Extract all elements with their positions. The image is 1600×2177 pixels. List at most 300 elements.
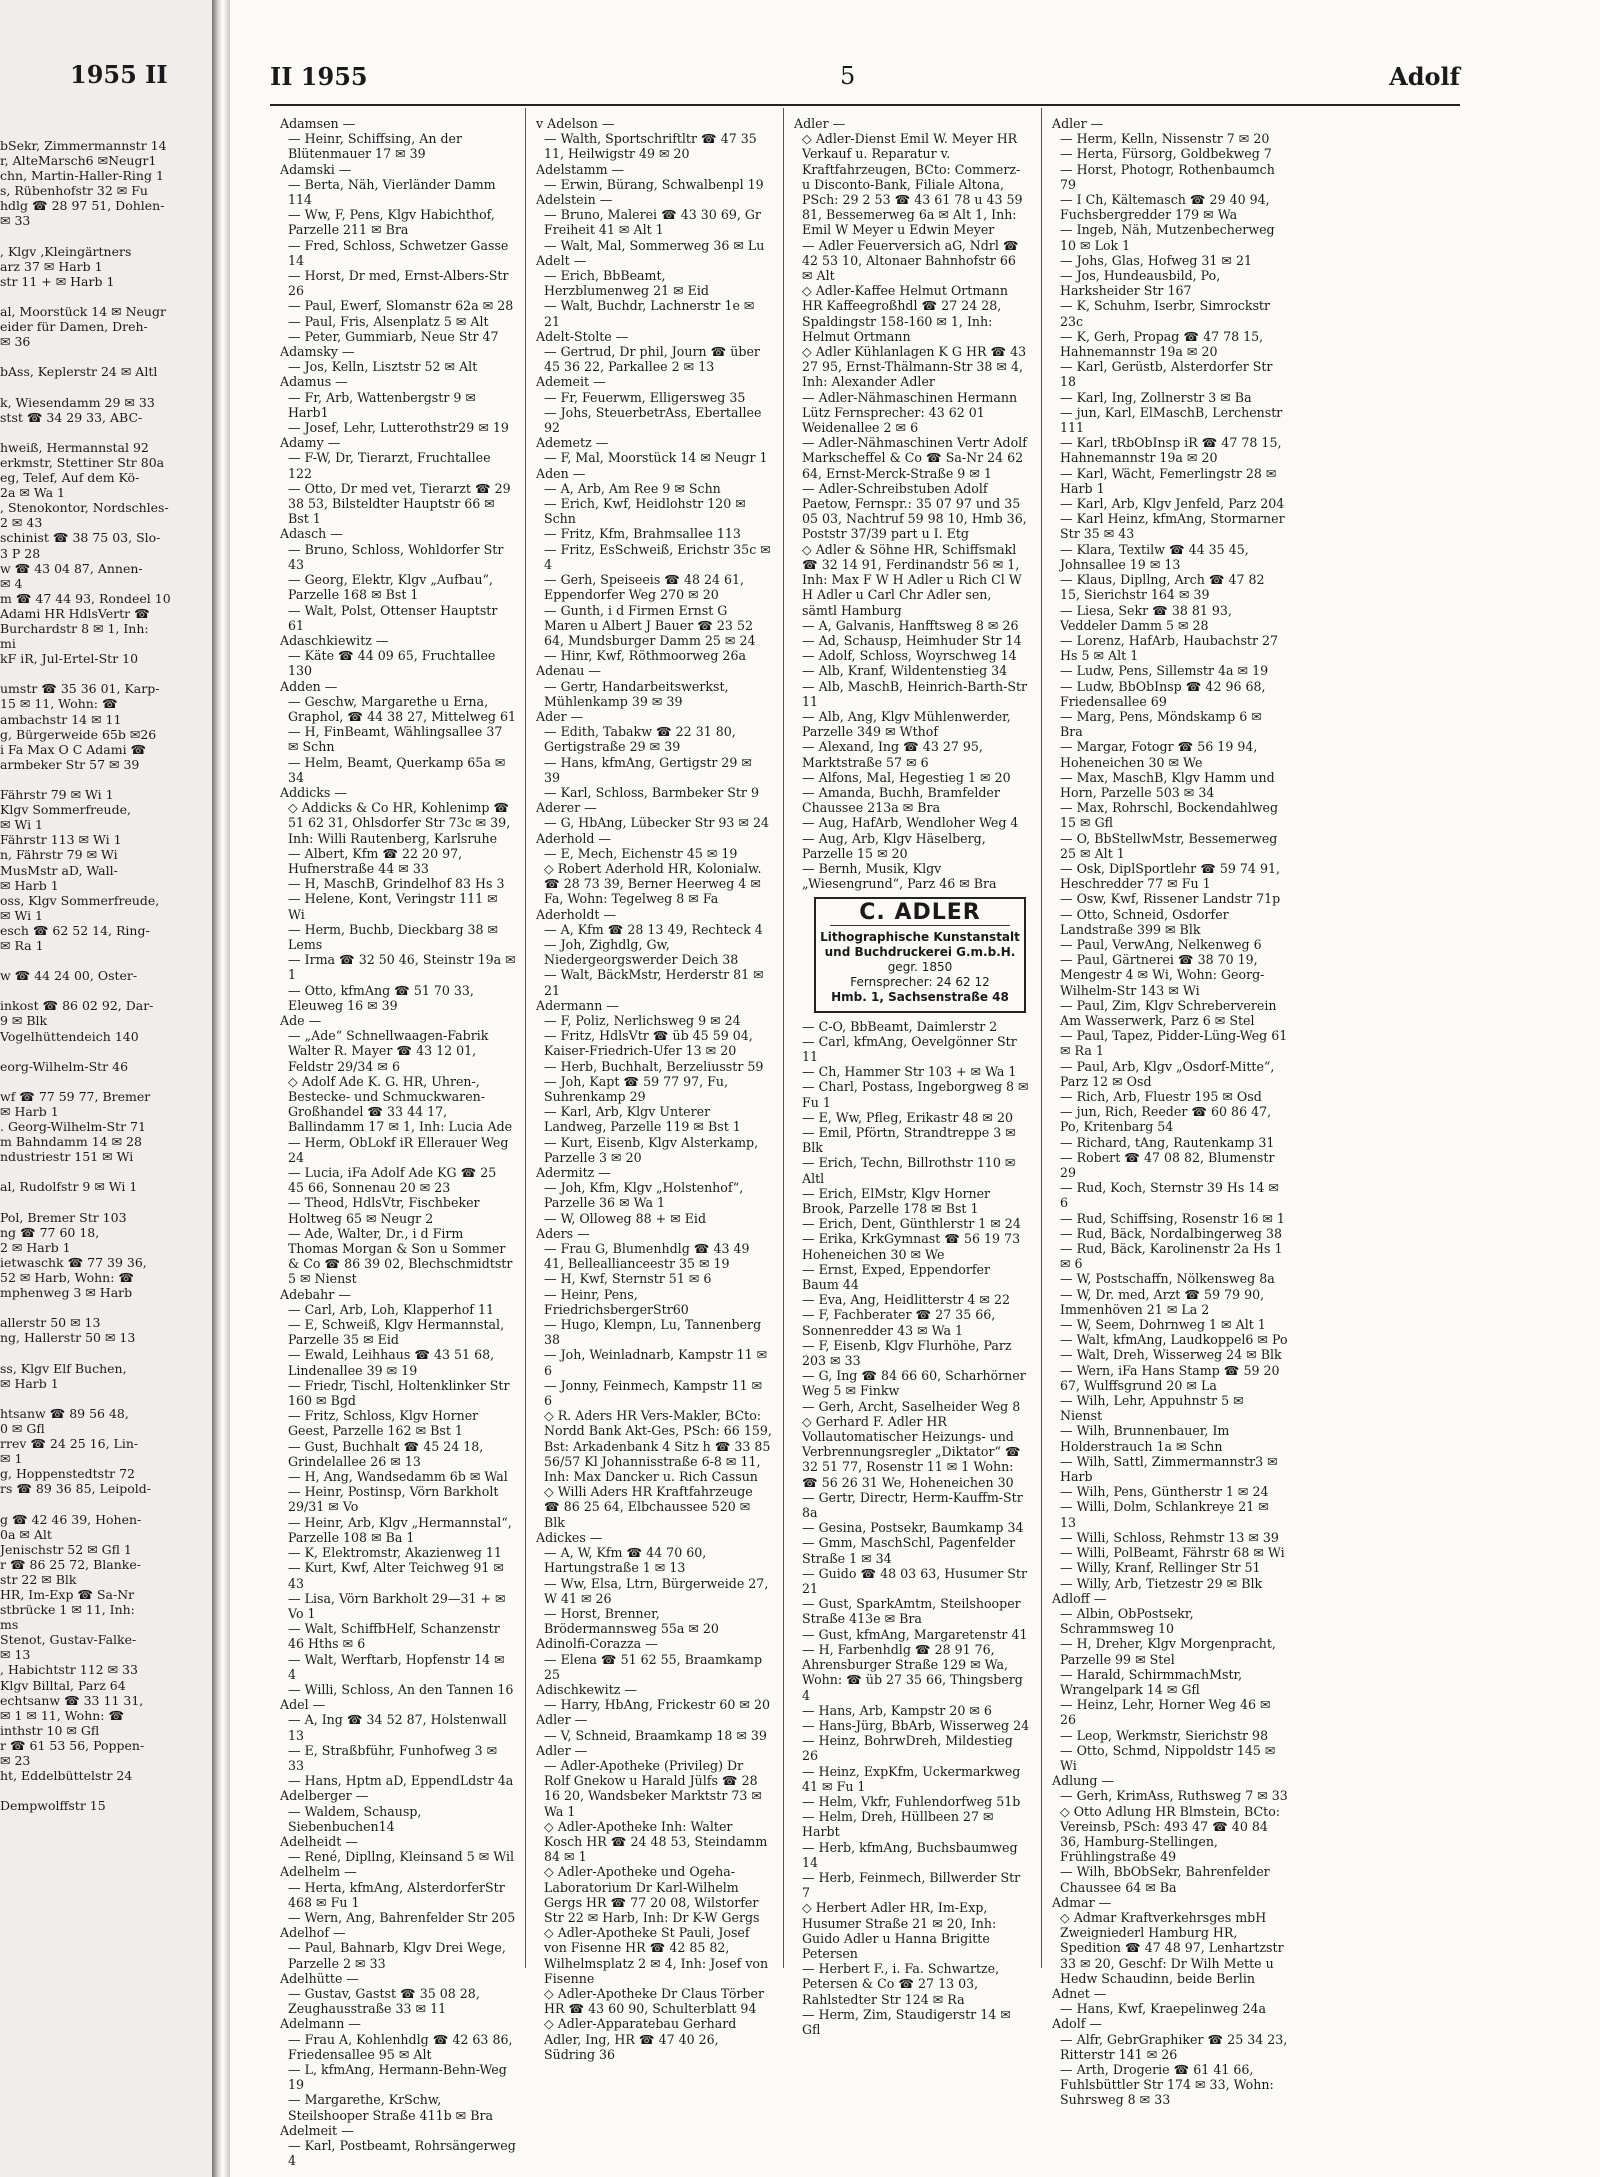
left-page-line: 9 ✉ Blk	[0, 1013, 48, 1029]
left-page-line: ✉ Harb 1	[0, 1375, 59, 1391]
left-page-line: r ☎ 86 25 72, Blanke-	[0, 1556, 141, 1572]
surname-heading: Addicks —	[280, 784, 347, 800]
left-page-line: ng, Hallerstr 50 ✉ 13	[0, 1330, 136, 1346]
directory-entry: — Eva, Ang, Heidlitterstr 4 ✉ 22	[802, 1292, 1011, 1308]
directory-entry: — Walt, SchiffbHelf, Schanzenstr 46 Hths ✉ 6	[288, 1621, 500, 1652]
surname-heading: Adamy —	[280, 435, 341, 451]
left-page-line	[0, 983, 205, 998]
left-page-line: Fährstr 113 ✉ Wi 1	[0, 832, 122, 848]
directory-entry: — Karl, Schloss, Barmbeker Str 9	[544, 784, 759, 800]
directory-entry: — Bernh, Musik, Klgv „Wiesengrund“, Parz 46 ✉ Bra	[802, 860, 997, 892]
directory-entry: — Rud, Koch, Sternstr 39 Hs 14 ✉ 6	[1060, 1180, 1279, 1211]
left-page-line: r ☎ 61 53 56, Poppen-	[0, 1737, 145, 1753]
directory-entry: — Wilh, Pens, Güntherstr 1 ✉ 24	[1060, 1484, 1269, 1500]
left-page-line	[0, 1074, 205, 1089]
left-page-line	[0, 1195, 205, 1210]
directory-entry: — Karl, Gerüstb, Alsterdorfer Str 18	[1060, 359, 1273, 390]
directory-entry: — Karl, Wächt, Femerlingstr 28 ✉ Harb 1	[1060, 465, 1277, 496]
surname-heading: Adenau —	[536, 663, 601, 679]
directory-entry: — Lucia, iFa Adolf Ade KG ☎ 25 45 66, Sonnenau 20 ✉ 23	[288, 1165, 497, 1196]
directory-entry: ◇ Adler-Apparatebau Gerhard Adler, Ing, HR ☎ 47 40 26, Südring 36	[544, 2016, 737, 2062]
directory-entry: — Herb, kfmAng, Buchsbaumweg 14	[802, 1839, 1018, 1870]
book-spine	[212, 0, 230, 2177]
left-page-line: ✉ Wi 1	[0, 907, 43, 923]
directory-entry: — Gmm, MaschSchl, Pagenfelder Straße 1 ✉ 34	[802, 1535, 1016, 1566]
directory-entry: — Karl, Ing, Zollnerstr 3 ✉ Ba	[1060, 389, 1252, 405]
left-page-line: str 22 ✉ Blk	[0, 1571, 77, 1587]
directory-entry: — Wern, Ang, Bahrenfelder Str 205	[288, 1909, 516, 1925]
directory-entry: — Lisa, Vörn Barkholt 29—31 + ✉ Vo 1	[288, 1590, 506, 1621]
directory-entry: — Paul, Ewerf, Slomanstr 62a ✉ 28	[288, 298, 514, 314]
directory-entry: — Alfons, Mal, Hegestieg 1 ✉ 20	[802, 769, 1011, 785]
directory-entry: ◇ Adler-Apotheke Inh: Walter Kosch HR ☎ 24 48 53, Steindamm 84 ✉ 1	[544, 1818, 768, 1865]
directory-entry: — Willi, PolBeamt, Fährstr 68 ✉ Wi	[1060, 1545, 1285, 1561]
surname-heading: Adolf —	[1052, 2016, 1103, 2032]
surname-heading: Adelhelm —	[280, 1864, 357, 1880]
directory-entry: — A, Arb, Am Ree 9 ✉ Schn	[544, 480, 721, 496]
directory-entry: — Margar, Fotogr ☎ 56 19 94, Hoheneichen 30 ✉ We	[1060, 739, 1258, 770]
directory-entry: — Ingeb, Näh, Mutzenbecherweg 10 ✉ Lok 1	[1060, 222, 1275, 253]
left-page-line: Fährstr 79 ✉ Wi 1	[0, 787, 114, 803]
directory-entry: ◇ Adolf Ade K. G. HR, Uhren-, Bestecke- und Schmuckwaren-Großhandel ☎ 33 44 17, Ballindamm 17 ✉ 1, Inh: Lucia Ade	[288, 1073, 513, 1135]
left-page-line: ✉ 33	[0, 213, 31, 229]
directory-entry: — Erich, ElMstr, Klgv Horner Brook, Parzelle 178 ✉ Bst 1	[802, 1185, 991, 1216]
directory-entry: — Ad, Schausp, Heimhuder Str 14	[802, 632, 1022, 648]
left-page-line: 2 ✉ 43	[0, 515, 43, 531]
directory-entry: — Berta, Näh, Vierländer Damm 114	[288, 176, 496, 208]
directory-entry: — Willi, Schloss, An den Tannen 16	[288, 1681, 514, 1697]
surname-heading: Adelt —	[536, 252, 587, 268]
directory-entry: — Horst, Photogr, Rothenbaumch 79	[1060, 161, 1275, 192]
surname-heading: Adickes —	[536, 1529, 603, 1545]
directory-entry: — A, Ing ☎ 34 52 87, Holstenwall 13	[288, 1712, 507, 1743]
directory-entry: — Aug, Arb, Klgv Häselberg, Parzelle 15 ✉ 20	[802, 830, 986, 861]
left-page-line	[0, 953, 205, 968]
directory-entry: — Horst, Dr med, Ernst-Albers-Str 26	[288, 268, 509, 299]
directory-entry: — Walt, Werftarb, Hopfenstr 14 ✉ 4	[288, 1651, 505, 1682]
left-page-line	[0, 380, 205, 395]
directory-entry: ◇ Robert Aderhold HR, Kolonialw. ☎ 28 73 39, Berner Heerweg 4 ✉ Fa, Wohn: Tegelweg 8 ✉ Fa	[544, 860, 762, 907]
left-page-line: arz 37 ✉ Harb 1	[0, 258, 103, 274]
directory-entry: — Paul, Arb, Klgv „Osdorf-Mitte“, Parz 12 ✉ Osd	[1060, 1058, 1275, 1089]
left-page-line: Adami HR HdlsVertr ☎	[0, 605, 150, 621]
surname-heading: Adelmeit —	[280, 2122, 354, 2138]
directory-entry: — Liesa, Sekr ☎ 38 81 93, Veddeler Damm 5 ✉ 28	[1060, 602, 1232, 633]
directory-entry: — Fritz, EsSchweiß, Erichstr 35c ✉ 4	[544, 541, 771, 572]
directory-entry: — Alb, Ang, Klgv Mühlenwerder, Parzelle 349 ✉ Wthof	[802, 708, 1011, 740]
directory-entry: ◇ Willi Aders HR Kraftfahrzeuge ☎ 86 25 64, Elbchaussee 520 ✉ Blk	[544, 1484, 753, 1530]
directory-entry: — Walt, Mal, Sommerweg 36 ✉ Lu	[544, 237, 765, 253]
directory-entry: — Erich, Dent, Günthlerstr 1 ✉ 24	[802, 1216, 1021, 1232]
left-page-line	[0, 349, 205, 364]
directory-entry: — Helm, Beamt, Querkamp 65a ✉ 34	[288, 754, 506, 785]
left-page-line: str 11 + ✉ Harb 1	[0, 273, 115, 289]
directory-entry: — Herbert F., i. Fa. Schwartze, Petersen & Co ☎ 27 13 03, Rahlstedter Str 124 ✉ Ra	[802, 1961, 1000, 2007]
page-header	[270, 62, 1460, 98]
left-page-line: g, Bürgerweide 65b ✉26	[0, 726, 157, 742]
directory-entry: — F-W, Dr, Tierarzt, Fruchtallee 122	[288, 450, 491, 481]
left-page-line: ht, Eddelbüttelstr 24	[0, 1768, 133, 1784]
directory-entry: — F, Poliz, Nerlichsweg 9 ✉ 24	[544, 1012, 741, 1028]
directory-entry: — Heinr, Pens, FriedrichsbergerStr60	[544, 1286, 689, 1317]
directory-entry: — Albert, Kfm ☎ 22 20 97, Hufnerstraße 44 ✉ 33	[288, 845, 463, 876]
surname-heading: Adden —	[280, 678, 338, 694]
left-page-line: ✉ 1 ✉ 11, Wohn: ☎	[0, 1707, 125, 1723]
left-page-lines	[0, 138, 205, 1813]
directory-entry: — H, Ang, Wandsedamm 6b ✉ Wal	[288, 1469, 508, 1485]
directory-entry: — Robert ☎ 47 08 82, Blumenstr 29	[1060, 1149, 1275, 1181]
directory-entry: — jun, Rich, Reeder ☎ 60 86 47, Po, Kritenbarg 54	[1060, 1104, 1272, 1135]
surname-heading: Adinolfi-Corazza —	[536, 1636, 658, 1652]
left-page-line	[0, 1496, 205, 1511]
directory-entry: — Wilh, Lehr, Appuhnstr 5 ✉ Nienst	[1060, 1393, 1244, 1424]
surname-heading: Adelheidt —	[280, 1833, 358, 1849]
left-page-line: ✉ Harb 1	[0, 1104, 59, 1119]
left-page-line: hweiß, Hermannstal 92	[0, 439, 149, 455]
directory-entry: — Horst, Brenner, Brödermannsweg 55a ✉ 20	[544, 1605, 719, 1637]
directory-entry: — Ernst, Exped, Eppendorfer Baum 44	[802, 1261, 991, 1293]
directory-entry: — Georg, Elektr, Klgv „Aufbau“, Parzelle 168 ✉ Bst 1	[288, 572, 493, 603]
surname-heading: Adler —	[536, 1742, 588, 1758]
surname-heading: Adaschkiewitz —	[280, 632, 389, 648]
directory-entry: — Willi, Schloss, Rehmstr 13 ✉ 39	[1060, 1529, 1279, 1545]
directory-entry: — Joh, Kapt ☎ 59 77 97, Fu, Suhrenkamp 29	[544, 1073, 729, 1104]
directory-entry: — Hans-Jürg, BbArb, Wisserweg 24	[802, 1717, 1030, 1733]
ad-name: C. ADLER	[859, 900, 981, 926]
surname-heading: Adelstamm —	[536, 161, 625, 177]
directory-entry: — W, Olloweg 88 + ✉ Eid	[544, 1210, 707, 1226]
directory-entry: — Johs, SteuerbetrAss, Ebertallee 92	[544, 404, 762, 436]
surname-heading: Adebahr —	[280, 1286, 351, 1302]
directory-entry: — Karl, tRbObInsp iR ☎ 47 78 15, Hahnemannstr 19a ✉ 20	[1060, 435, 1282, 466]
left-page-line: stst ☎ 34 29 33, ABC-	[0, 409, 143, 425]
directory-entry: ◇ Adler-Apotheke und Ogeha-Laboratorium Dr Karl-Wilhelm Gergs HR ☎ 77 20 08, Wilstorfer Str 22 ✉ Harb, Inh: Dr K-W Gergs	[544, 1864, 760, 1925]
directory-entry: — Hans, kfmAng, Gertigstr 29 ✉ 39	[544, 754, 752, 785]
left-page-line: Stenot, Gustav-Falke-	[0, 1632, 137, 1648]
directory-entry: — Bruno, Schloss, Wohldorfer Str 43	[288, 541, 504, 572]
header-rule	[270, 104, 1460, 106]
surname-heading: Ademeit —	[536, 374, 606, 390]
directory-entry: — W, Seem, Dohrnweg 1 ✉ Alt 1	[1060, 1317, 1266, 1333]
directory-entry: — C-O, BbBeamt, Daimlerstr 2	[802, 1018, 998, 1034]
directory-entry: — Gertrud, Dr phil, Journ ☎ über 45 36 22, Parkallee 2 ✉ 13	[544, 344, 760, 375]
left-page-line	[0, 1164, 205, 1179]
surname-heading: Adamsky —	[280, 344, 355, 360]
directory-entry: ◇ Otto Adlung HR Blmstein, BCto: Vereinsb, PSch: 493 47 ☎ 40 84 36, Hamburg-Stellingen, Frühlingstraße 49	[1060, 1803, 1281, 1865]
directory-entry: — Joh, Weinladnarb, Kampstr 11 ✉ 6	[544, 1347, 768, 1378]
left-page-line: bAss, Keplerstr 24 ✉ Altl	[0, 364, 158, 380]
left-page-line: eorg-Wilhelm-Str 46	[0, 1058, 129, 1074]
directory-entry: — Otto, Dr med vet, Tierarzt ☎ 29 38 53, Bilsteldter Hauptstr 66 ✉ Bst 1	[288, 480, 511, 527]
left-page-line	[0, 1391, 205, 1406]
directory-entry: — Margarethe, KrSchw, Steilshooper Straße 411b ✉ Bra	[288, 2092, 493, 2123]
surname-heading: Adlung —	[1052, 1773, 1115, 1789]
left-page-line: s, Rübenhofstr 32 ✉ Fu	[0, 183, 148, 199]
directory-entry: — Josef, Lehr, Lutterothstr29 ✉ 19	[288, 420, 509, 436]
directory-entry: — Paul, Zim, Klgv Schreberverein Am Wasserwerk, Parz 6 ✉ Stel	[1060, 997, 1277, 1028]
left-page-line: ✉ 23	[0, 1753, 31, 1769]
directory-entry: — K, Schuhm, Iserbr, Simrockstr 23c	[1060, 298, 1271, 329]
left-page-line: ambachstr 14 ✉ 11	[0, 711, 122, 727]
ad-line3: gegr. 1850	[887, 959, 953, 974]
directory-entry: — Karl Heinz, kfmAng, Stormarner Str 35 ✉ 43	[1060, 511, 1285, 542]
directory-entry: — Karl, Postbeamt, Rohrsängerweg 4	[288, 2138, 516, 2169]
left-page-line: rrev ☎ 24 25 16, Lin-	[0, 1436, 139, 1452]
directory-entry: — Gertr, Handarbeitswerkst, Mühlenkamp 39 ✉ 39	[544, 678, 729, 709]
directory-entry: — Carl, kfmAng, Oevelgönner Str 11	[802, 1033, 1017, 1064]
surname-heading: Ade —	[280, 1012, 322, 1028]
directory-entry: — Wilh, Brunnenbauer, Im Holderstrauch 1a ✉ Schn	[1060, 1423, 1230, 1454]
surname-heading: Adischkewitz —	[536, 1681, 637, 1697]
directory-entry: — Theod, HdlsVtr, Fischbeker Holtweg 65 ✉ Neugr 2	[288, 1195, 480, 1226]
directory-entry: — Ludw, Pens, Sillemstr 4a ✉ 19	[1060, 663, 1269, 679]
left-page-line: , Stenokontor, Nordschles-	[0, 500, 169, 516]
directory-entry: — A, Galvanis, Hanfftsweg 8 ✉ 26	[802, 617, 1019, 633]
directory-entry: — Karl, Arb, Klgv Jenfeld, Parz 204	[1060, 496, 1285, 512]
left-page-line: k, Wiesendamm 29 ✉ 33	[0, 394, 155, 410]
left-page-line: ms	[0, 1617, 19, 1633]
left-page-line: ✉ 1	[0, 1451, 23, 1467]
directory-entry: — Walt, Buchdr, Lachnerstr 1e ✉ 21	[544, 298, 755, 329]
directory-entry: — E, Ww, Pfleg, Erikastr 48 ✉ 20	[802, 1109, 1013, 1125]
left-page-line: Pol, Bremer Str 103	[0, 1209, 127, 1225]
surname-heading: Aden —	[536, 465, 586, 481]
directory-entry: — W, Postschaffn, Nölkensweg 8a	[1060, 1271, 1275, 1287]
left-page-line	[0, 229, 205, 244]
header-year: II 1955	[270, 62, 368, 91]
left-page-line: 52 ✉ Harb, Wohn: ☎	[0, 1270, 134, 1286]
left-page-line: al, Rudolfstr 9 ✉ Wi 1	[0, 1179, 138, 1195]
left-page-line: chn, Martin-Haller-Ring 1	[0, 168, 164, 184]
directory-entry: — Arth, Drogerie ☎ 61 41 66, Fuhlsbüttler Str 174 ✉ 33, Wohn: Suhrsweg 8 ✉ 33	[1060, 2062, 1274, 2108]
directory-entry: — Rud, Bäck, Karolinenstr 2a Hs 1 ✉ 6	[1060, 1241, 1283, 1272]
left-page-line: ndustriestr 151 ✉ Wi	[0, 1149, 134, 1165]
directory-entry: — Otto, Schmd, Nippoldstr 145 ✉ Wi	[1060, 1742, 1276, 1773]
directory-entry: — Osw, Kwf, Rissener Landstr 71p	[1060, 891, 1281, 907]
directory-entry: — Helm, Dreh, Hüllbeen 27 ✉ Harbt	[802, 1809, 994, 1840]
left-page-line: , Klgv ,Kleingärtners	[0, 243, 132, 259]
column-2	[536, 116, 772, 2062]
left-page-line: Jenischstr 52 ✉ Gfl 1	[0, 1541, 132, 1557]
surname-heading: Aderhold —	[536, 830, 612, 846]
directory-entry: — Heinr, Schiffsing, An der Blütenmauer 17 ✉ 39	[288, 131, 462, 162]
directory-entry: — Fr, Feuerwm, Elligersweg 35	[544, 389, 746, 405]
column-divider	[1041, 108, 1042, 1968]
left-page-line: 0 ✉ Gfl	[0, 1420, 45, 1436]
left-page-line: inkost ☎ 86 02 92, Dar-	[0, 998, 154, 1014]
left-page-line: oss, Klgv Sommerfreude,	[0, 892, 160, 908]
directory-entry: — Wilh, Sattl, Zimmermannstr3 ✉ Harb	[1060, 1453, 1278, 1485]
surname-heading: v Adelson —	[536, 116, 615, 131]
directory-entry: — Otto, kfmAng ☎ 51 70 33, Eleuweg 16 ✉ 39	[288, 982, 474, 1013]
page-number: 5	[840, 62, 856, 90]
directory-entry: — K, Elektromstr, Akazienweg 11	[288, 1545, 502, 1561]
directory-entry: — Willy, Kranf, Rellinger Str 51	[1060, 1560, 1261, 1576]
left-page-line: mi	[0, 636, 16, 652]
directory-entry: ◇ Adler & Söhne HR, Schiffsmakl ☎ 32 14 91, Ferdinandstr 56 ✉ 1, Inh: Max F W H Adler u Rich Cl W H Adler u Carl Chr Adler sen, sämtl Hamburg	[802, 541, 1022, 618]
directory-entry: — H, FinBeamt, Wählingsallee 37 ✉ Schn	[288, 724, 503, 755]
directory-entry: ◇ Adler Kühlanlagen K G HR ☎ 43 27 95, Ernst-Thälmann-Str 38 ✉ 4, Inh: Alexander Adler	[802, 344, 1027, 390]
directory-entry: — Gunth, i d Firmen Ernst G Maren u Albert J Bauer ☎ 23 52 64, Mundsburger Damm 25 ✉ 24	[544, 602, 756, 648]
directory-entry: — Paul, Bahnarb, Klgv Drei Wege, Parzelle 2 ✉ 33	[288, 1940, 506, 1971]
directory-entry: — Heinz, Lehr, Horner Weg 46 ✉ 26	[1060, 1697, 1271, 1728]
left-page-line: echtsanw ☎ 33 11 31,	[0, 1692, 144, 1708]
left-page-line: bSekr, Zimmermannstr 14	[0, 138, 167, 153]
directory-entry: — Heinr, Arb, Klgv „Hermannstal“, Parzelle 108 ✉ Ba 1	[288, 1514, 512, 1545]
surname-heading: Ademetz —	[536, 435, 609, 451]
left-page-line: g ☎ 42 46 39, Hohen-	[0, 1511, 142, 1527]
directory-entry: — Paul, VerwAng, Nelkenweg 6	[1060, 936, 1262, 952]
directory-entry: — Rud, Schiffsing, Rosenstr 16 ✉ 1	[1060, 1210, 1285, 1226]
surname-heading: Adler —	[536, 1712, 588, 1728]
directory-entry: — „Ade“ Schnellwaagen-Fabrik Walter R. Mayer ☎ 43 12 01, Feldstr 29/34 ✉ 6	[288, 1028, 489, 1074]
directory-entry: — Willy, Arb, Tietzestr 29 ✉ Blk	[1060, 1575, 1263, 1591]
directory-entry: — H, MaschB, Grindelhof 83 Hs 3	[288, 876, 505, 892]
left-page-line: ✉ Harb 1	[0, 877, 59, 893]
left-page-line: g, Hoppenstedtstr 72	[0, 1466, 135, 1482]
left-page-header: 1955 II	[70, 60, 168, 89]
directory-entry: — Walt, Dreh, Wisserweg 24 ✉ Blk	[1060, 1347, 1282, 1363]
surname-heading: Adler —	[1052, 116, 1104, 131]
directory-entry: — Gust, SparkAmtm, Steilshooper Straße 413e ✉ Bra	[802, 1596, 1021, 1627]
ad-line1: Lithographische Kunstanstalt	[820, 929, 1020, 944]
left-page-line: 15 ✉ 11, Wohn: ☎	[0, 696, 118, 712]
directory-entry: — H, Kwf, Sternstr 51 ✉ 6	[544, 1271, 712, 1287]
directory-entry: — Hans, Arb, Kampstr 20 ✉ 6	[802, 1702, 992, 1718]
directory-entry: — Ade, Walter, Dr., i d Firm Thomas Morgan & Son u Sommer & Co ☎ 86 39 02, Blechschmidtstr 5 ✉ Nienst	[288, 1225, 513, 1287]
directory-entry: — Kurt, Kwf, Alter Teichweg 91 ✉ 43	[288, 1560, 504, 1591]
left-page-line: umstr ☎ 35 36 01, Karp-	[0, 681, 160, 697]
directory-entry: — Frau A, Kohlenhdlg ☎ 42 63 86, Friedensallee 95 ✉ Alt	[288, 2031, 513, 2062]
directory-entry: — Erwin, Bürang, Schwalbenpl 19	[544, 176, 764, 192]
directory-entry: — Richard, tAng, Rautenkamp 31	[1060, 1134, 1275, 1150]
directory-entry: — Fritz, Schloss, Klgv Horner Geest, Parzelle 162 ✉ Bst 1	[288, 1408, 479, 1439]
directory-entry: — Aug, HafArb, Wendloher Weg 4	[802, 815, 1019, 831]
directory-entry: — E, Mech, Eichenstr 45 ✉ 19	[544, 845, 738, 861]
directory-entry: — Joh, Zighdlg, Gw, Niedergeorgswerder Deich 38	[544, 936, 739, 968]
directory-entry: ◇ Adler-Apotheke St Pauli, Josef von Fisenne HR ☎ 42 85 82, Wilhelmsplatz 2 ✉ 4, Inh: Josef von Fisenne	[544, 1925, 769, 1986]
directory-entry: — Ww, F, Pens, Klgv Habichthof, Parzelle 211 ✉ Bra	[288, 207, 495, 238]
directory-entry: — Herb, Buchhalt, Berzeliusstr 59	[544, 1058, 764, 1074]
directory-entry: — Herta, Fürsorg, Goldbekweg 7	[1060, 146, 1272, 162]
left-page-line: 3 P 28	[0, 545, 41, 561]
column-1	[280, 116, 517, 2169]
left-page-line: stbrücke 1 ✉ 11, Inh:	[0, 1602, 135, 1618]
directory-entry: — Paul, Tapez, Pidder-Lüng-Weg 61 ✉ Ra 1	[1060, 1028, 1288, 1059]
directory-entry: ◇ Gerhard F. Adler HR Vollautomatischer Heizungs- und Verbrennungsregler „Diktator“ ☎ 32 51 77, Rosenstr 11 ✉ 1 Wohn: ☎ 56 26 31 We, Hoheneichen 30	[802, 1413, 1021, 1490]
left-page-line	[0, 1044, 205, 1059]
surname-heading: Aderholdt —	[536, 906, 617, 922]
left-page-line: ✉ 4	[0, 575, 23, 591]
left-page-line: , Habichtstr 112 ✉ 33	[0, 1662, 138, 1678]
surname-heading: Adelmann —	[280, 2016, 361, 2032]
surname-heading: Adamski —	[280, 161, 352, 177]
directory-entry: — Adler-Schreibstuben Adolf Paetow, Fernspr.: 35 07 97 und 35 05 03, Nachtruf 59 98 10, Hmb 36, Poststr 37/39 part u I. Etg	[802, 480, 1027, 542]
directory-entry: ◇ Admar Kraftverkehrsges mbH Zweigniederl Hamburg HR, Spedition ☎ 47 48 97, Lenhartzstr 33 ✉ 20, Geschf: Dr Wilh Mette u Hedw Schaudinn, beide Berlin	[1060, 1909, 1284, 1986]
left-page-strip	[0, 0, 215, 2177]
directory-entry: — Herm, Zim, Staudigerstr 14 ✉ Gfl	[802, 2006, 1011, 2037]
left-page-line: rs ☎ 89 36 85, Leipold-	[0, 1481, 151, 1497]
surname-heading: Ader —	[536, 708, 584, 724]
directory-entry: — Fr, Arb, Wattenbergstr 9 ✉ Harb1	[288, 389, 476, 420]
directory-entry: — G, Ing ☎ 84 66 60, Scharhörner Weg 5 ✉ Finkw	[802, 1368, 1026, 1399]
directory-entry: — Heinr, Postinsp, Vörn Barkholt 29/31 ✉ Vo	[288, 1484, 499, 1515]
left-page-line: Klgv Sommerfreude,	[0, 802, 131, 818]
directory-entry: — Walt, kfmAng, Laudkoppel6 ✉ Po	[1060, 1332, 1288, 1348]
directory-entry: — Herm, Kelln, Nissenstr 7 ✉ 20	[1060, 131, 1270, 147]
directory-entry: — Heinz, ExpKfm, Uckermarkweg 41 ✉ Fu 1	[802, 1763, 1021, 1794]
directory-entry: — H, Dreher, Klgv Morgenpracht, Parzelle 99 ✉ Stel	[1060, 1636, 1276, 1667]
directory-entry: — Hugo, Klempn, Lu, Tannenberg 38	[544, 1317, 762, 1348]
left-page-line: w ☎ 43 04 87, Annen-	[0, 560, 143, 576]
surname-heading: Adnet —	[1052, 1985, 1107, 2001]
left-page-line: erkmstr, Stettiner Str 80a	[0, 454, 165, 470]
directory-entry: — Erich, Kwf, Heidlohstr 120 ✉ Schn	[544, 496, 746, 527]
directory-entry: — Fred, Schloss, Schwetzer Gasse 14	[288, 237, 509, 268]
left-page-line: ✉ Wi 1	[0, 817, 43, 833]
directory-entry: ◇ R. Aders HR Vers-Makler, BCto: Nordd Bank Akt-Ges, PSch: 66 159, Bst: Arkadenbank 4 Sitz h ☎ 33 85 56/57 Kl Johannisstraße 6-8 ✉ 11, Inh: Max Dancker u. Rich Cassun	[544, 1408, 772, 1485]
directory-entry: — Erika, KrkGymnast ☎ 56 19 73 Hoheneichen 30 ✉ We	[802, 1231, 1021, 1262]
directory-entry: — F, Mal, Moorstück 14 ✉ Neugr 1	[544, 450, 768, 466]
directory-entry: — Guido ☎ 48 03 63, Husumer Str 21	[802, 1565, 1028, 1597]
directory-entry: — Gerh, Speiseeis ☎ 48 24 61, Eppendorfer Weg 270 ✉ 20	[544, 572, 745, 603]
directory-entry: — Ewald, Leihhaus ☎ 43 51 68, Lindenallee 39 ✉ 19	[288, 1347, 495, 1378]
left-page-line: kF iR, Jul-Ertel-Str 10	[0, 651, 139, 667]
left-page-line: MusMstr aD, Wall-	[0, 862, 118, 878]
left-page-line: ietwaschk ☎ 77 39 36,	[0, 1254, 147, 1270]
directory-entry: — Frau G, Blumenhdlg ☎ 43 49 41, Belleallianceestr 35 ✉ 19	[544, 1241, 750, 1272]
directory-entry: — Max, Rohrschl, Bockendahlweg 15 ✉ Gfl	[1060, 800, 1279, 831]
column-3	[794, 116, 1030, 2037]
directory-entry: — Edith, Tabakw ☎ 22 31 80, Gertigstraße 29 ✉ 39	[544, 724, 736, 755]
directory-entry: — Charl, Postass, Ingeborgweg 8 ✉ Fu 1	[802, 1079, 1029, 1110]
surname-heading: Aders —	[536, 1225, 590, 1241]
surname-heading: Adel —	[280, 1697, 326, 1713]
surname-heading: Adermitz —	[536, 1165, 611, 1181]
left-page-line: i Fa Max O C Adami ☎	[0, 741, 147, 757]
directory-entry: ◇ Addicks & Co HR, Kohlenimp ☎ 51 62 31, Ohlsdorfer Str 73c ✉ 39, Inh: Willi Rautenberg, Karlsruhe	[288, 800, 511, 846]
left-page-line: HR, Im-Exp ☎ Sa-Nr	[0, 1587, 135, 1602]
left-page-line: ✉ 13	[0, 1647, 31, 1663]
directory-entry: — Adler-Nähmaschinen Vertr Adolf Markscheffel & Co ☎ Sa-Nr 24 62 64, Ernst-Merck-Straße 9 ✉ 1	[802, 435, 1027, 481]
left-page-line: eg, Telef, Auf dem Kö-	[0, 470, 140, 486]
directory-entry: — Harry, HbAng, Frickestr 60 ✉ 20	[544, 1697, 770, 1713]
ad-line4: Fernsprecher: 24 62 12	[850, 974, 990, 989]
left-page-line: inthstr 10 ✉ Gfl	[0, 1722, 100, 1738]
directory-entry: — Max, MaschB, Klgv Hamm und Horn, Parzelle 503 ✉ 34	[1060, 769, 1275, 800]
directory-entry: — Walth, Sportschriftltr ☎ 47 35 11, Heilwigstr 49 ✉ 20	[544, 131, 757, 162]
directory-entry: — Hans, Kwf, Kraepelinweg 24a	[1060, 2001, 1266, 2017]
directory-entry: — Willi, Dolm, Schlankreye 21 ✉ 13	[1060, 1499, 1269, 1530]
directory-entry: — V, Schneid, Braamkamp 18 ✉ 39	[544, 1727, 767, 1743]
directory-entry: — Emil, Pförtn, Strandtreppe 3 ✉ Blk	[802, 1124, 1016, 1156]
directory-entry: — Albin, ObPostsekr, Schrammsweg 10	[1060, 1605, 1194, 1637]
directory-entry: — Hans, Hptm aD, EppendLdstr 4a	[288, 1773, 514, 1789]
directory-entry: — Erich, BbBeamt, Herzblumenweg 21 ✉ Eid	[544, 268, 709, 299]
left-page-line: Klgv Billtal, Parz 64	[0, 1677, 126, 1693]
directory-entry: — Herta, kfmAng, AlsterdorferStr 468 ✉ Fu 1	[288, 1879, 505, 1910]
header-keyword: Adolf	[1389, 62, 1460, 91]
directory-entry: — Gerh, Archt, Saselheider Weg 8	[802, 1398, 1021, 1414]
surname-heading: Adamus —	[280, 374, 348, 390]
left-page-line: Burchardstr 8 ✉ 1, Inh:	[0, 621, 149, 636]
directory-entry: — Gust, kfmAng, Margaretenstr 41	[802, 1626, 1028, 1642]
directory-entry: — Adler-Apotheke (Privileg) Dr Rolf Gnekow u Harald Jülfs ☎ 28 16 20, Wandsbeker Marktstr 73 ✉ Wa 1	[544, 1757, 762, 1819]
directory-entry: — Alb, MaschB, Heinrich-Barth-Str 11	[802, 678, 1028, 709]
left-page-line: n, Fährstr 79 ✉ Wi	[0, 847, 118, 863]
directory-entry: — Ludw, BbObInsp ☎ 42 96 68, Friedensallee 69	[1060, 678, 1266, 709]
directory-entry: — L, kfmAng, Hermann-Behn-Weg 19	[288, 2062, 507, 2093]
